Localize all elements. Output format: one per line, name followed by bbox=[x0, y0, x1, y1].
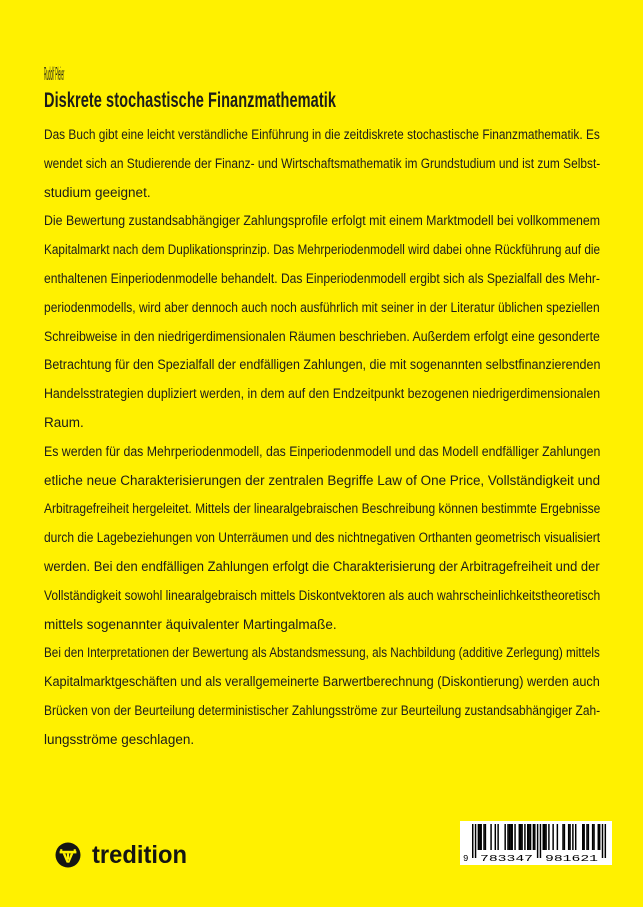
barcode-digit-group-2: 783347 bbox=[480, 854, 533, 864]
barcode-digit-group-3: 981621 bbox=[545, 854, 598, 864]
blurb-line: Raum. bbox=[44, 414, 84, 430]
barcode-digit-group-1: 9 bbox=[463, 854, 469, 864]
blurb-text bbox=[44, 121, 600, 755]
book-title: Diskrete stochastische Finanzmathematik bbox=[44, 89, 336, 112]
blurb-content bbox=[44, 62, 600, 755]
blurb-line: Vollständigkeit sowohl linearalgebraisch mittels Diskontvektoren als auch wahrscheinlichkeitstheoretisch bbox=[44, 587, 601, 603]
blurb-line: studium geeignet. bbox=[44, 184, 151, 200]
blurb-line: periodenmodells, wird aber dennoch auch noch ausführlich mit seiner in der Literatur üblichen speziellen bbox=[44, 299, 600, 315]
barcode-bars bbox=[460, 821, 612, 865]
blurb-line: mittels sogenannter äquivalenter Martingalmaße. bbox=[44, 616, 337, 632]
blurb-line: Arbitragefreiheit hergeleitet. Mittels der linearalgebraischen Beschreibung können bestimmte Ergebnisse bbox=[44, 501, 601, 517]
blurb-line: Kapitalmarktgeschäften und als verallgemeinerte Barwertberechnung (Diskontierung) werden auch bbox=[44, 674, 600, 690]
blurb-line: Betrachtung für den Spezialfall der endfälligen Zahlungen, die mit sogenannten selbstfinanzierenden bbox=[44, 357, 601, 373]
blurb-line: Die Bewertung zustandsabhängiger Zahlungsprofile erfolgt mit einem Marktmodell bei vollkommenem bbox=[44, 213, 601, 229]
blurb-line: etliche neue Charakterisierungen der zentralen Begriffe Law of One Price, Vollständigkeit und bbox=[44, 472, 601, 488]
publisher-logo bbox=[55, 841, 192, 869]
tredition-double-t-icon bbox=[55, 842, 81, 868]
blurb-line: Schreibweise in den niedrigerdimensionalen Räumen beschrieben. Außerdem erfolgt eine gesonderte bbox=[44, 328, 600, 344]
blurb-line: werden. Bei den endfälligen Zahlungen erfolgt die Charakterisierung der Arbitragefreiheit und der bbox=[44, 558, 600, 574]
blurb-line: Das Buch gibt eine leicht verständliche Einführung in die zeitdiskrete stochastische Finanzmathematik. Es bbox=[44, 127, 600, 142]
publisher-wordmark: tredition bbox=[92, 841, 187, 869]
author-name: Rudolf Pleier bbox=[44, 64, 65, 84]
blurb-line: Brücken von der Beurteilung deterministischer Zahlungsströme zur Beurteilung zustandsabhängiger Zah- bbox=[44, 702, 601, 718]
blurb-line: wendet sich an Studierende der Finanz- und Wirtschaftsmathematik im Grundstudium und ist zum Selbst- bbox=[44, 155, 601, 171]
blurb-line: lungsströme geschlagen. bbox=[44, 731, 195, 747]
blurb-line: Handelsstrategien dupliziert werden, in dem auf den Endzeitpunkt bezogenen niedrigerdimensionalen bbox=[44, 386, 601, 402]
blurb-line: Kapitalmarkt nach dem Duplikationsprinzip. Das Mehrperiodenmodell wird dabei ohne Rückführung auf die bbox=[44, 242, 601, 258]
blurb-line: enthaltenen Einperiodenmodelle behandelt. Das Einperiodenmodell ergibt sich als Spezialfall des Mehr- bbox=[44, 270, 600, 286]
blurb-line: durch die Lagebeziehungen von Unterräumen und des nichtnegativen Orthanten geometrisch visualisiert bbox=[44, 530, 601, 546]
blurb-line: Es werden für das Mehrperiodenmodell, das Einperiodenmodell und das Modell endfälliger Zahlungen bbox=[44, 443, 601, 459]
isbn-barcode bbox=[460, 821, 612, 865]
blurb-line: Bei den Interpretationen der Bewertung als Abstandsmessung, als Nachbildung (additive Zerlegung) mittels bbox=[44, 645, 600, 661]
